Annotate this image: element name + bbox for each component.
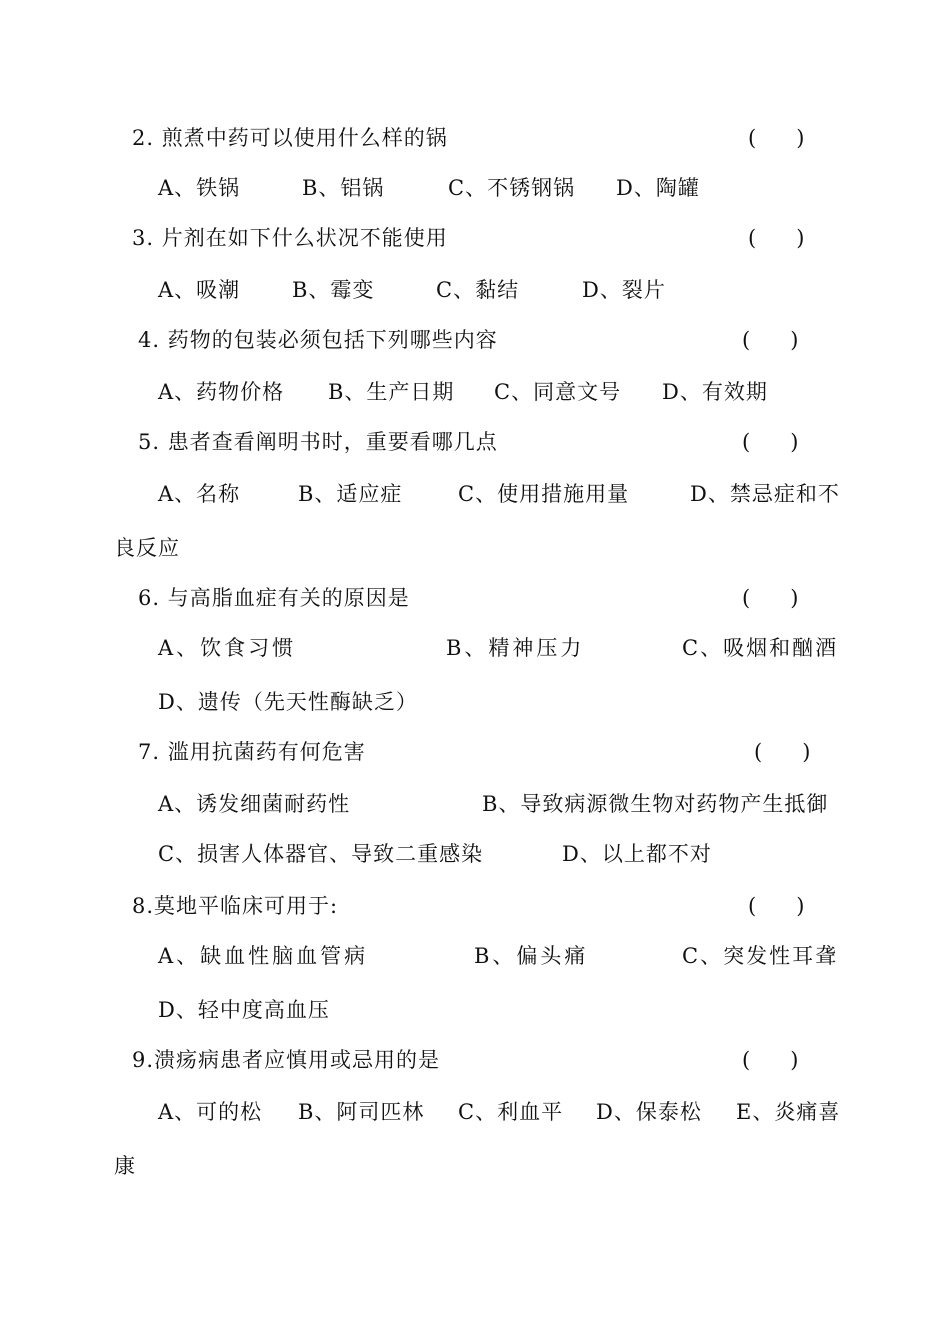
question-9-option-a: A、可的松 [158,1100,263,1124]
question-9-option-e: E、炎痛喜 [736,1100,841,1124]
question-6-stem: 6. 与高脂血症有关的原因是 [138,586,410,610]
question-2-option-c: C、不锈钢锅 [448,176,576,200]
question-9-option-b: B、阿司匹林 [298,1100,425,1124]
question-5-option-a: A、名称 [158,482,241,506]
question-5-option-b: B、适应症 [298,482,403,506]
question-6-answer-blank[interactable]: ( ) [742,586,799,610]
question-9-option-c: C、利血平 [458,1100,564,1124]
question-8-answer-blank[interactable]: ( ) [748,894,805,918]
question-6-option-c: C、吸烟和酗酒 [682,636,839,660]
question-3-stem: 3. 片剂在如下什么状况不能使用 [132,226,448,250]
question-4-option-b: B、生产日期 [328,380,455,404]
question-4-answer-blank[interactable]: ( ) [742,328,799,352]
question-9-stem: 9.溃疡病患者应慎用或忌用的是 [132,1048,441,1072]
question-3-option-d: D、裂片 [582,278,666,302]
question-7-option-b: B、导致病源微生物对药物产生抵御 [482,792,829,816]
question-4-option-d: D、有效期 [662,380,768,404]
question-9-option-d: D、保泰松 [596,1100,702,1124]
question-3-answer-blank[interactable]: ( ) [748,226,805,250]
question-3-option-c: C、黏结 [436,278,520,302]
question-5-option-c: C、使用措施用量 [458,482,630,506]
question-7-option-c: C、损害人体器官、导致二重感染 [158,842,484,866]
question-7-option-a: A、诱发细菌耐药性 [158,792,351,816]
question-8-option-c: C、突发性耳聋 [682,944,839,968]
question-2-option-d: D、陶罐 [616,176,700,200]
question-3-option-b: B、霉变 [292,278,375,302]
question-4-option-c: C、同意文号 [494,380,622,404]
question-6-option-b: B、精神压力 [446,636,585,660]
question-6-option-d: D、遗传（先天性酶缺乏） [158,690,418,714]
question-2-option-a: A、铁锅 [158,176,241,200]
question-4-option-a: A、药物价格 [158,380,285,404]
question-2-option-b: B、铝锅 [302,176,385,200]
question-2-answer-blank[interactable]: ( ) [748,126,805,150]
question-5-answer-blank[interactable]: ( ) [742,430,799,454]
question-8-option-a: A、缺血性脑血管病 [158,944,369,968]
question-6-option-a: A、饮食习惯 [158,636,297,660]
question-3-option-a: A、吸潮 [158,278,241,302]
question-2-stem: 2. 煎煮中药可以使用什么样的锅 [132,126,448,150]
question-7-stem: 7. 滥用抗菌药有何危害 [138,740,366,764]
question-5-option-d: D、禁忌症和不 [690,482,840,506]
question-7-answer-blank[interactable]: ( ) [754,740,811,764]
question-8-stem: 8.莫地平临床可用于: [132,894,339,918]
question-9-option-e-wrap: 康 [114,1154,136,1178]
question-8-option-d: D、轻中度高血压 [158,998,330,1022]
question-7-option-d: D、以上都不对 [562,842,712,866]
question-5-option-d-wrap: 良反应 [114,536,180,560]
question-5-stem: 5. 患者查看阐明书时，重要看哪几点 [138,430,498,454]
question-8-option-b: B、偏头痛 [474,944,589,968]
question-4-stem: 4. 药物的包装必须包括下列哪些内容 [138,328,498,352]
question-9-answer-blank[interactable]: ( ) [742,1048,799,1072]
